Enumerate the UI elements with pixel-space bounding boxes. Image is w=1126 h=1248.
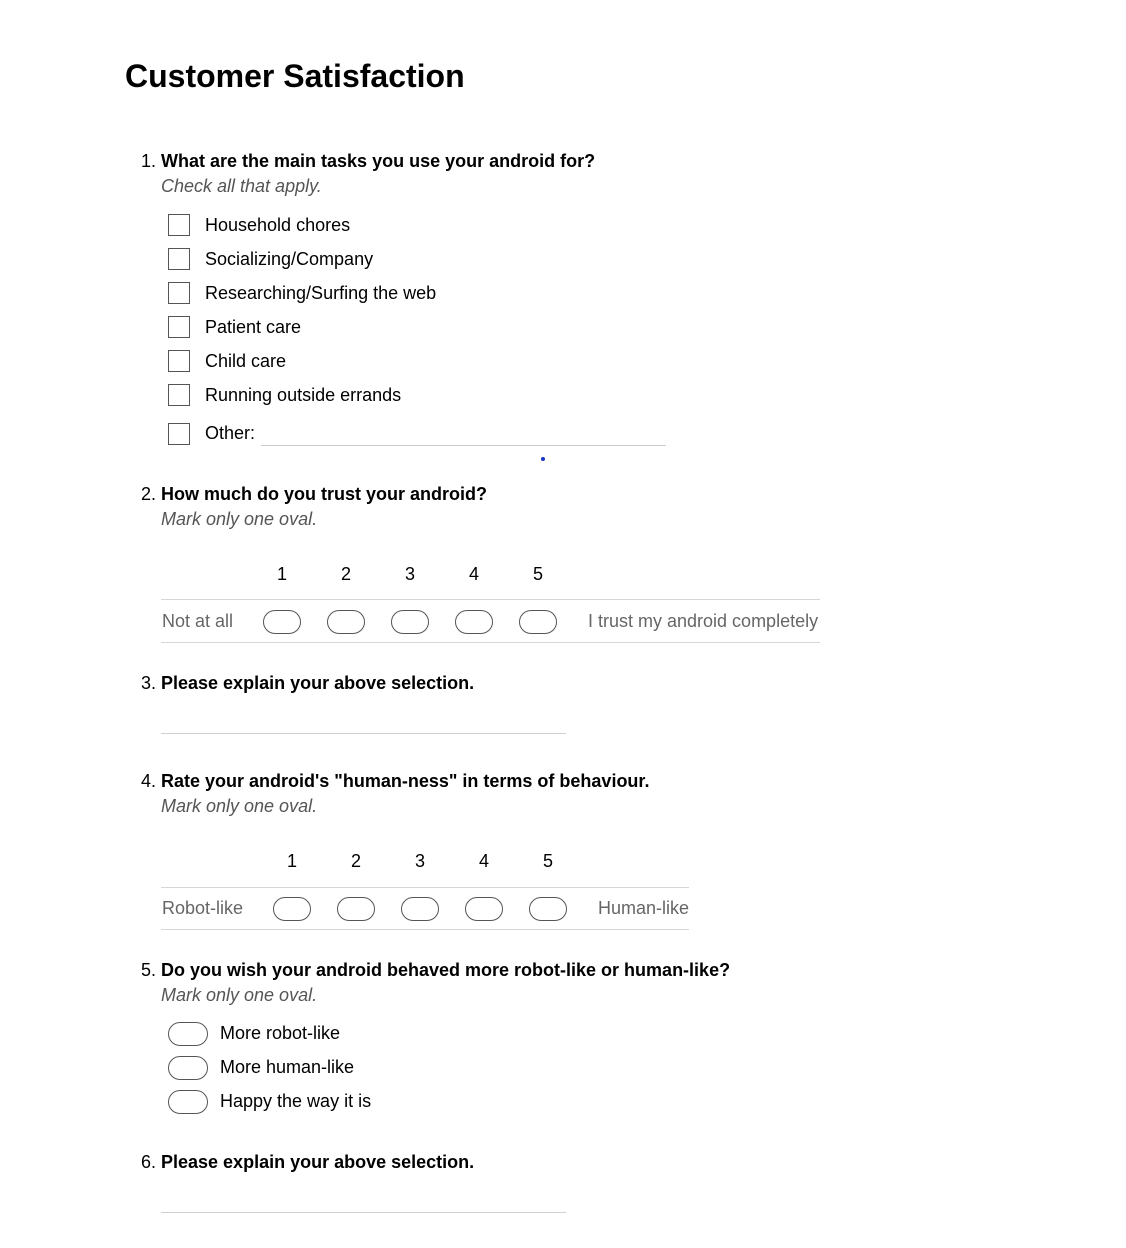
other-text-field[interactable]	[261, 445, 666, 446]
scale-high-label: I trust my android completely	[588, 611, 819, 631]
scale-number: 4	[478, 851, 489, 871]
question-number: 1.	[141, 151, 157, 171]
radio-oval[interactable]	[168, 1022, 208, 1046]
scale-oval-2[interactable]	[327, 610, 365, 634]
checkbox[interactable]	[168, 214, 190, 236]
scale-divider-bottom	[161, 642, 820, 643]
question-number: 3.	[141, 673, 157, 693]
scale-oval-1[interactable]	[273, 897, 311, 921]
scale-number: 3	[404, 564, 415, 584]
checkbox[interactable]	[168, 316, 190, 338]
scale-divider-top	[161, 599, 820, 600]
scale-divider-bottom	[161, 929, 689, 930]
scale-oval-4[interactable]	[465, 897, 503, 921]
answer-text-field[interactable]	[161, 733, 566, 734]
question-hint: Mark only one oval.	[161, 796, 318, 816]
scale-number: 4	[468, 564, 479, 584]
question-title: Do you wish your android behaved more robot-like or human-like?	[161, 960, 731, 980]
checkbox[interactable]	[168, 423, 190, 445]
scale-high-label: Human-like	[598, 898, 690, 918]
option-label: More human-like	[220, 1057, 355, 1077]
question-title: Please explain your above selection.	[161, 673, 475, 693]
question-title: How much do you trust your android?	[161, 484, 487, 504]
radio-oval[interactable]	[168, 1056, 208, 1080]
marker-dot	[541, 457, 545, 461]
scale-oval-5[interactable]	[529, 897, 567, 921]
scale-low-label: Robot-like	[162, 898, 244, 918]
answer-text-field[interactable]	[161, 1212, 566, 1213]
question-title: Please explain your above selection.	[161, 1152, 475, 1172]
option-label: Happy the way it is	[220, 1091, 372, 1111]
question-title: What are the main tasks you use your android for?	[161, 151, 596, 171]
scale-number: 1	[276, 564, 287, 584]
question-title: Rate your android's "human-ness" in terms of behaviour.	[161, 771, 650, 791]
checkbox[interactable]	[168, 384, 190, 406]
page-title: Customer Satisfaction	[125, 58, 465, 94]
option-label: Patient care	[205, 317, 302, 337]
question-hint: Check all that apply.	[161, 176, 322, 196]
scale-divider-top	[161, 887, 689, 888]
checkbox[interactable]	[168, 282, 190, 304]
question-number: 2.	[141, 484, 157, 504]
scale-low-label: Not at all	[162, 611, 234, 631]
question-hint: Mark only one oval.	[161, 509, 318, 529]
scale-oval-4[interactable]	[455, 610, 493, 634]
question-number: 6.	[141, 1152, 157, 1172]
scale-number: 2	[340, 564, 351, 584]
scale-number: 3	[414, 851, 425, 871]
option-label: Running outside errands	[205, 385, 402, 405]
scale-oval-3[interactable]	[391, 610, 429, 634]
scale-oval-2[interactable]	[337, 897, 375, 921]
option-label: Researching/Surfing the web	[205, 283, 437, 303]
scale-oval-3[interactable]	[401, 897, 439, 921]
scale-oval-5[interactable]	[519, 610, 557, 634]
checkbox[interactable]	[168, 248, 190, 270]
radio-oval[interactable]	[168, 1090, 208, 1114]
question-number: 5.	[141, 960, 157, 980]
question-hint: Mark only one oval.	[161, 985, 318, 1005]
question-number: 4.	[141, 771, 157, 791]
scale-number: 5	[542, 851, 553, 871]
option-label: Household chores	[205, 215, 351, 235]
option-label: Other:	[205, 423, 256, 443]
checkbox[interactable]	[168, 350, 190, 372]
option-label: Socializing/Company	[205, 249, 374, 269]
scale-number: 1	[286, 851, 297, 871]
scale-number: 2	[350, 851, 361, 871]
scale-oval-1[interactable]	[263, 610, 301, 634]
option-label: Child care	[205, 351, 287, 371]
option-label: More robot-like	[220, 1023, 341, 1043]
scale-number: 5	[532, 564, 543, 584]
